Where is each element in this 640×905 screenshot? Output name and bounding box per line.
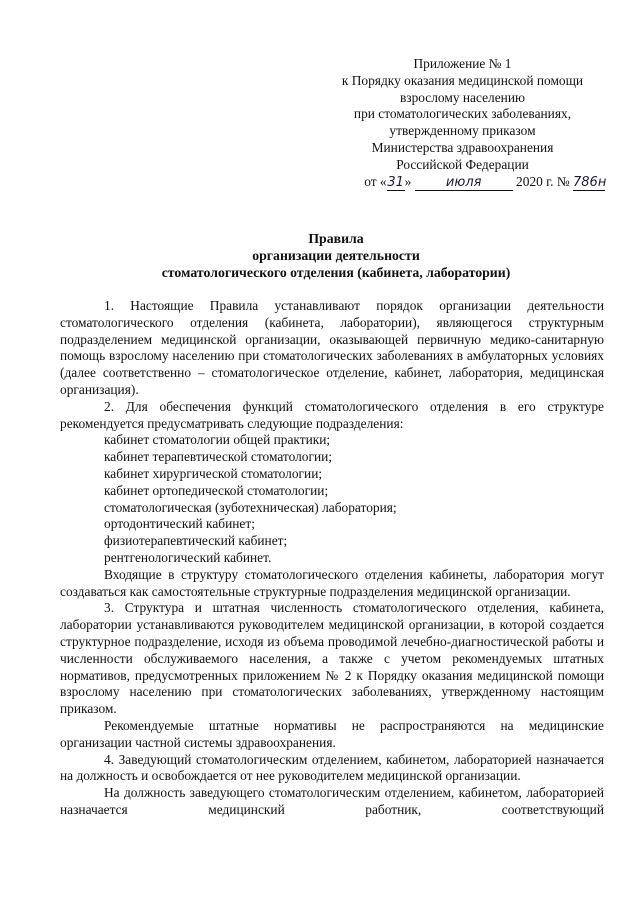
list-item: ортодонтический кабинет; [104,516,255,532]
appendix-line: утвержденному приказом [389,123,536,139]
paragraph-4: 3. Структура и штатная численность стоматологического отделения, кабинета, лаборатории устанавливаются руководителем медицинской организации, в которой создается структурное подразделение, исходя из объема проводимой лечебно-диагностической работы и численности обслуживаемого населения, а также с учетом рекомендуемых штатных нормативов, предусмотренных приложением № 2 к Порядку оказания медицинской помощи взрослому населению при стоматологических заболеваниях, утвержденному настоящим приказом. [60,600,604,717]
paragraph-6: 4. Заведующий стоматологическим отделением, кабинетом, лабораторией назначается на должность и освобождается от нее руководителем медицинской организации. [60,751,604,784]
list-item: рентгенологический кабинет. [104,549,272,565]
order-date-number [320,174,605,191]
list-item: стоматологическая (зуботехническая) лаборатория; [104,499,397,515]
title-line: Правила [308,231,364,246]
appendix-line: при стоматологических заболеваниях, [353,106,572,122]
order-number: 786н [573,174,607,190]
list-item: кабинет терапевтической стоматологии; [104,449,333,465]
paragraph-2: 2. Для обеспечения функций стоматологического отделения в его структуре рекомендуется предусматривать следующие подразделения: [60,398,604,431]
paragraph-3: Входящие в структуру стоматологического отделения кабинеты, лаборатория могут создаваться как самостоятельные структурные подразделения медицинской организации. [60,566,604,599]
appendix-line: взрослому населению [399,89,526,105]
title-line: стоматологического отделения (кабинета, лаборатории) [161,265,511,280]
list-item: физиотерапевтический кабинет; [104,533,288,549]
document-body [60,298,604,819]
appendix-line: Министерства здравоохранения [371,139,554,155]
order-date-mid: » [404,173,412,189]
appendix-number: Приложение № 1 [413,56,512,71]
document-title [60,230,612,281]
appendix-header [320,56,605,191]
order-month: июля [415,176,513,191]
paragraph-1: 1. Настоящие Правила устанавливают порядок организации деятельности стоматологического отделения (кабинета, лаборатории), являющегося структурным подразделением медицинской организации, оказывающей первичную медико-санитарную помощь взрослому населению при стоматологических заболеваниях в амбулаторных условиях (далее соответственно – стоматологическое отделение, кабинет, лаборатория, медицинская организация). [60,298,604,397]
list-item: кабинет стоматологии общей практики; [104,432,331,448]
paragraph-7: На должность заведующего стоматологическим отделением, кабинетом, лабораторией назначается медицинский работник, соответствующий [60,785,604,817]
title-line: организации деятельности [252,248,420,263]
appendix-line: Российской Федерации [396,156,529,172]
order-day: 31 [387,174,404,190]
list-item: кабинет хирургической стоматологии; [104,465,323,481]
order-year-label: 2020 г. № [516,173,570,189]
list-item: кабинет ортопедической стоматологии; [104,482,329,498]
paragraph-5: Рекомендуемые штатные нормативы не распространяются на медицинские организации частной системы здравоохранения. [60,717,604,750]
appendix-line: к Порядку оказания медицинской помощи [341,72,584,88]
order-date-prefix: от « [364,173,387,189]
